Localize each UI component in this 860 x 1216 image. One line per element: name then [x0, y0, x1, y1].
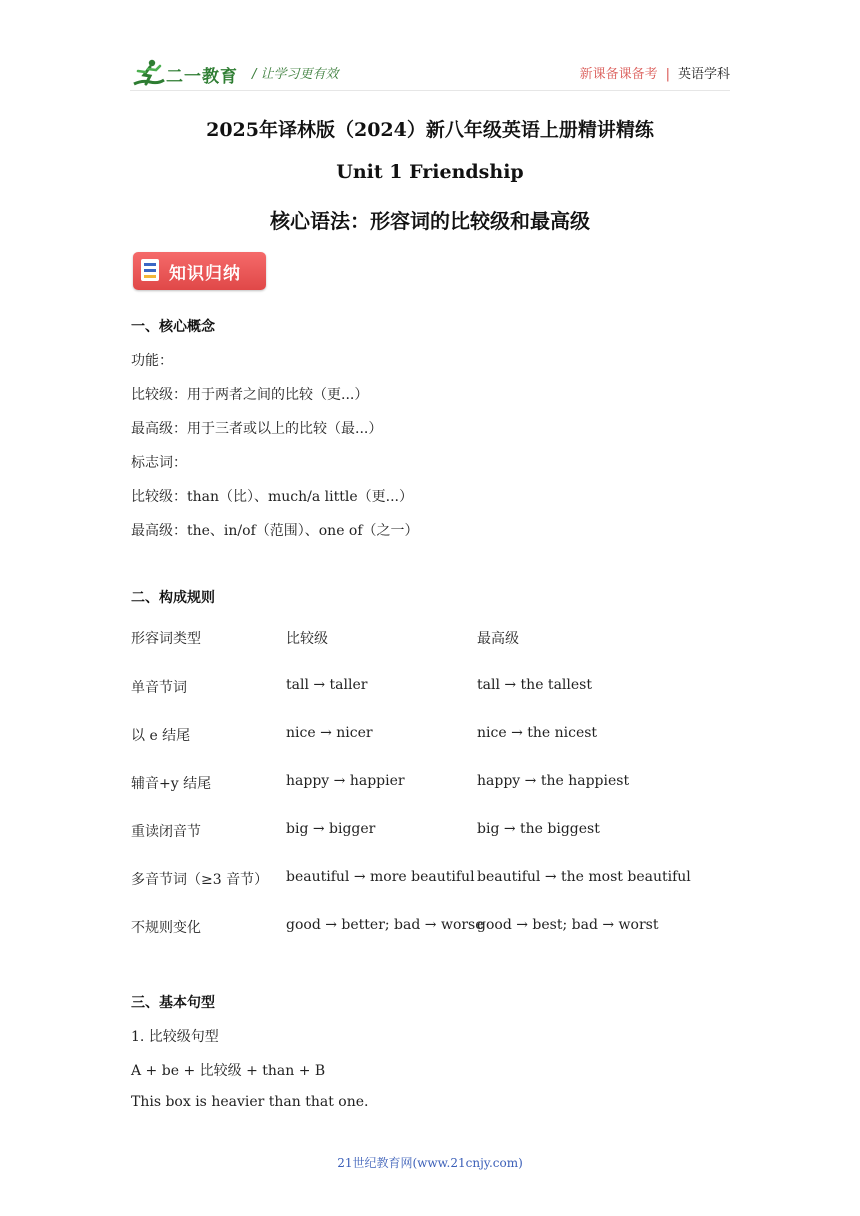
runner-logo-icon — [130, 58, 166, 90]
section-heading-patterns: 三、基本句型 — [131, 995, 215, 1011]
header-divider — [130, 90, 730, 91]
footer-source: 21世纪教育网(www.21cnjy.com) — [337, 1156, 523, 1170]
table-cell: big → bigger — [286, 821, 376, 837]
column-header: 比较级 — [286, 631, 328, 647]
concept-line: 比较级：用于两者之间的比较（更...） — [131, 387, 369, 403]
concept-line: 比较级：than（比）、much/a little（更...） — [131, 489, 413, 505]
concept-line: 标志词： — [131, 455, 187, 471]
header-subject-label: 英语学科 — [677, 67, 730, 82]
table-cell: 重读闭音节 — [131, 824, 201, 840]
unit-title: Unit 1 Friendship — [336, 161, 524, 183]
slogan: / 让学习更有效 — [252, 67, 339, 82]
section-heading-concepts: 一、核心概念 — [131, 319, 215, 335]
table-cell: good → better; bad → worse — [286, 917, 484, 933]
header-subject — [580, 63, 730, 82]
table-cell: 单音节词 — [131, 680, 187, 696]
topic-title: 核心语法：形容词的比较级和最高级 — [270, 209, 590, 233]
table-cell: nice → nicer — [286, 725, 373, 741]
pattern-line: A + be + 比较级 + than + B — [131, 1063, 326, 1079]
table-cell: tall → taller — [286, 677, 368, 693]
header-separator: | — [665, 67, 670, 82]
badge-label: 知识归纳 — [169, 264, 241, 284]
column-header: 形容词类型 — [131, 631, 201, 647]
table-cell: nice → the nicest — [477, 725, 598, 741]
table-cell: big → the biggest — [477, 821, 600, 837]
table-cell: 辅音+y 结尾 — [131, 776, 212, 792]
pattern-line: 1. 比较级句型 — [131, 1029, 219, 1045]
logo — [130, 56, 240, 92]
book-icon — [141, 259, 159, 281]
knowledge-badge — [133, 252, 266, 290]
page-title: 2025年译林版（2024）新八年级英语上册精讲精练 — [206, 119, 654, 141]
table-cell: good → best; bad → worst — [477, 917, 659, 933]
section-heading-rules: 二、构成规则 — [131, 590, 215, 606]
concept-line: 最高级：the、in/of（范围）、one of（之一） — [131, 523, 419, 539]
table-cell: happy → the happiest — [477, 773, 630, 789]
column-header: 最高级 — [477, 631, 519, 647]
table-cell: happy → happier — [286, 773, 405, 789]
pattern-line: This box is heavier than that one. — [131, 1094, 369, 1110]
table-cell: beautiful → the most beautiful — [477, 869, 691, 885]
header-course-label: 新课备课备考 — [579, 67, 658, 82]
table-cell: beautiful → more beautiful — [286, 869, 475, 885]
logo-text: 二一教育 — [166, 67, 238, 87]
table-cell: 不规则变化 — [131, 920, 201, 936]
table-cell: 多音节词（≥3 音节） — [131, 872, 269, 888]
table-cell: tall → the tallest — [477, 677, 592, 693]
concept-line: 功能： — [131, 353, 173, 369]
table-cell: 以 e 结尾 — [131, 728, 191, 744]
concept-line: 最高级：用于三者或以上的比较（最...） — [131, 421, 383, 437]
